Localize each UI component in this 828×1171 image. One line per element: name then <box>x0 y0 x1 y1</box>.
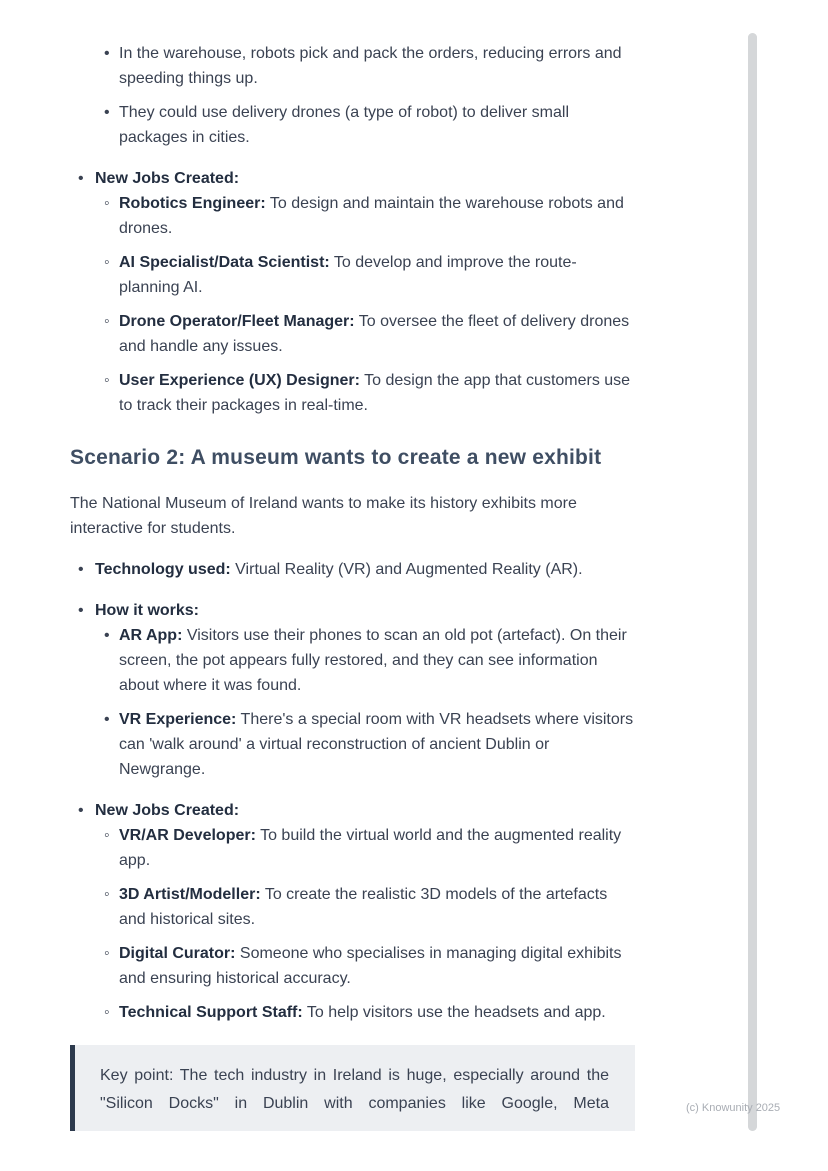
list-item-text: In the warehouse, robots pick and pack the orders, reducing errors and speeding things up. <box>119 45 622 87</box>
list-item <box>70 250 635 300</box>
document-content <box>70 0 635 1131</box>
bullet-icon <box>78 598 95 623</box>
list-item-desc: Someone who specialises in managing digital exhibits and ensuring historical accuracy. <box>119 945 622 987</box>
list-item <box>70 191 635 241</box>
list-item-desc: To help visitors use the headsets and app. <box>306 1004 606 1021</box>
list-item <box>70 823 635 873</box>
list-item-text <box>95 798 635 823</box>
list-item-new-jobs-created <box>70 166 635 191</box>
list-item-term: Technology used: <box>95 561 231 578</box>
bullet-icon <box>104 623 119 698</box>
circle-bullet-icon <box>104 309 119 359</box>
list-item-text <box>95 598 635 623</box>
list-item <box>70 368 635 418</box>
intro-bullet-list <box>70 41 635 150</box>
list-item-desc: To develop and improve the route-planning AI. <box>119 254 577 296</box>
list-item-how-it-works <box>70 598 635 623</box>
new-jobs-sublist <box>70 191 635 418</box>
list-item-new-jobs-created-2 <box>70 798 635 823</box>
list-item-term: New Jobs Created: <box>95 170 240 187</box>
list-item-term: AR App: <box>119 627 183 644</box>
key-point-callout <box>70 1045 635 1131</box>
list-item-term: User Experience (UX) Designer: <box>119 372 360 389</box>
list-item-text: They could use delivery drones (a type of robot) to deliver small packages in cities. <box>119 104 569 146</box>
bullet-icon <box>104 100 119 150</box>
bullet-icon <box>104 707 119 782</box>
circle-bullet-icon <box>104 882 119 932</box>
list-item <box>70 41 635 91</box>
list-item-term: Drone Operator/Fleet Manager: <box>119 313 355 330</box>
list-item-desc: To create the realistic 3D models of the artefacts and historical sites. <box>119 886 608 928</box>
list-item-text <box>95 557 635 582</box>
circle-bullet-icon <box>104 368 119 418</box>
list-item-text <box>119 941 635 991</box>
list-item-desc: Virtual Reality (VR) and Augmented Reality (AR). <box>235 561 583 578</box>
bullet-icon <box>78 166 95 191</box>
key-point-text: Key point: The tech industry in Ireland is huge, especially around the "Silicon Docks" in Dublin with companies like Google, Meta <box>100 1067 609 1112</box>
list-item-desc: To build the virtual world and the augmented reality app. <box>119 827 622 869</box>
scrollbar-thumb[interactable] <box>748 33 757 1131</box>
circle-bullet-icon <box>104 1000 119 1025</box>
circle-bullet-icon <box>104 941 119 991</box>
list-item <box>70 707 635 782</box>
list-item-text <box>119 250 635 300</box>
scenario2-intro: The National Museum of Ireland wants to make its history exhibits more interactive for students. <box>70 495 577 537</box>
list-item-text <box>119 368 635 418</box>
list-item-term: How it works: <box>95 602 200 619</box>
list-item-desc: There's a special room with VR headsets where visitors can 'walk around' a virtual reconstruction of ancient Dublin or Newgrange. <box>119 711 634 778</box>
list-item <box>70 941 635 991</box>
list-item-desc: To oversee the fleet of delivery drones and handle any issues. <box>119 313 630 355</box>
new-jobs-sublist-2 <box>70 823 635 1025</box>
bullet-icon <box>78 798 95 823</box>
list-item-term: AI Specialist/Data Scientist: <box>119 254 330 271</box>
list-item-term: 3D Artist/Modeller: <box>119 886 261 903</box>
list-item-text <box>119 882 635 932</box>
scrollbar-track[interactable] <box>748 33 757 1131</box>
scenario2-heading: Scenario 2: A museum wants to create a new exhibit <box>70 446 602 469</box>
list-item-text <box>119 707 635 782</box>
list-item-text <box>119 191 635 241</box>
list-item <box>70 1000 635 1025</box>
list-item-desc: Visitors use their phones to scan an old pot (artefact). On their screen, the pot appears fully restored, and they can see information about where it was found. <box>119 627 627 694</box>
list-item-text <box>119 823 635 873</box>
list-item <box>70 309 635 359</box>
list-item <box>70 623 635 698</box>
list-item-desc: To design and maintain the warehouse robots and drones. <box>119 195 624 237</box>
circle-bullet-icon <box>104 191 119 241</box>
list-item-desc: To design the app that customers use to track their packages in real-time. <box>119 372 631 414</box>
list-item-text <box>95 166 635 191</box>
list-item-term: VR Experience: <box>119 711 237 728</box>
list-item-text <box>119 309 635 359</box>
bullet-icon <box>104 41 119 91</box>
list-item-text <box>119 623 635 698</box>
list-item-term: Technical Support Staff: <box>119 1004 303 1021</box>
how-it-works-sublist <box>70 623 635 782</box>
circle-bullet-icon <box>104 250 119 300</box>
list-item-term: VR/AR Developer: <box>119 827 256 844</box>
list-item <box>70 882 635 932</box>
list-item-text <box>119 1000 635 1025</box>
bullet-icon <box>78 557 95 582</box>
list-item-technology-used <box>70 557 635 582</box>
watermark: (c) Knowunity 2025 <box>686 1102 781 1114</box>
list-item-term: New Jobs Created: <box>95 802 240 819</box>
list-item-term: Robotics Engineer: <box>119 195 266 212</box>
list-item <box>70 100 635 150</box>
circle-bullet-icon <box>104 823 119 873</box>
list-item-term: Digital Curator: <box>119 945 236 962</box>
